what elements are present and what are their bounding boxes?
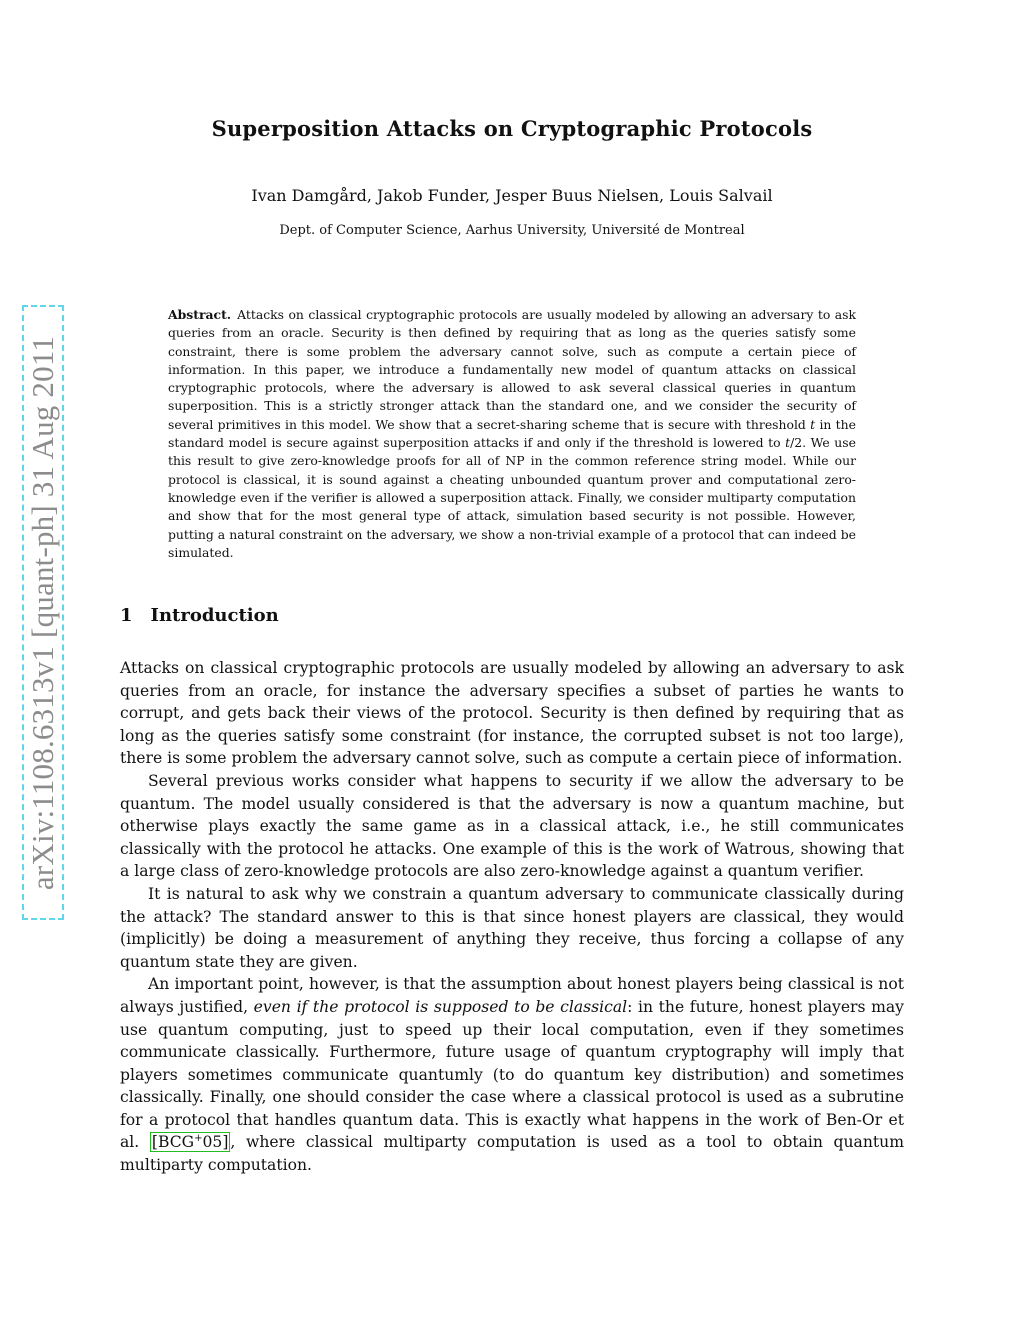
section-heading [120, 605, 279, 626]
paragraph-4-middle: : in the future, honest players may use quantum computing, just to speed up their local computation, even if they sometimes communicate classically. Furthermore, future usage of quantum cryptography will imply that players sometimes communicate quantumly (to do quantum key distribution) and sometimes classically. Finally, one should consider the case where a classical protocol is used as a subrutine for a protocol that handles quantum data. This is exactly what happens in the work of Ben-Or et al. [120, 997, 904, 1152]
paper-affiliation: Dept. of Computer Science, Aarhus University, Université de Montreal [279, 223, 745, 238]
abstract-text-part-3: . We use this result to give zero-knowledge proofs for all of NP in the common reference string model. While our protocol is classical, it is sound against a cheating unbounded quantum prover and computational zero-knowledge even if the verifier is allowed a superposition attack. Finally, we consider multiparty computation and show that for the most general type of attack, simulation based security is not possible. However, putting a natural constraint on the adversary, we show a non-trivial example of a protocol that can indeed be simulated. [168, 435, 856, 560]
body-text [120, 657, 904, 1177]
paragraph-3: It is natural to ask why we constrain a quantum adversary to communicate classically during the attack? The standard answer to this is that since honest players are classical, they would (implicitly) be doing a measurement of anything they receive, thus forcing a collapse of any quantum state they are given. [120, 884, 904, 971]
paragraph-4-emphasis: even if the protocol is supposed to be classical [253, 997, 628, 1016]
citation-superscript: + [194, 1133, 203, 1145]
section-title: Introduction [150, 605, 279, 626]
citation-prefix: [BCG [151, 1133, 195, 1152]
citation-suffix: 05] [202, 1133, 229, 1152]
math-var-t: t [810, 416, 816, 432]
paragraph-4-start: An important point, however, is that the assumption about honest players being classical is not always justified, [120, 975, 904, 1016]
paragraph-4 [120, 973, 904, 1176]
arxiv-identifier-stamp [22, 305, 64, 920]
math-var-t-half: t [785, 435, 791, 451]
abstract-text-part-1: Attacks on classical cryptographic protocols are usually modeled by allowing an adversary to ask queries from an oracle. Security is then defined by requiring that as long as the queries satisfy some constraint, there is some problem the adversary cannot solve, such as compute a certain piece of information. In this paper, we introduce a fundamentally new model of quantum attacks on classical cryptographic protocols, where the adversary is allowed to ask several classical queries in quantum superposition. This is a strictly stronger attack than the standard one, and we consider the security of several primitives in this model. We show that a secret-sharing scheme that is secure with threshold [168, 307, 856, 432]
math-half-suffix: /2 [790, 435, 803, 451]
section-number: 1 [120, 605, 133, 626]
arxiv-identifier-text: arXiv:1108.6313v1 [quant-ph] 31 Aug 2011 [25, 335, 60, 890]
paragraph-2: Several previous works consider what happens to security if we allow the adversary to be quantum. The model usually considered is that the adversary is now a quantum machine, but otherwise plays exactly the same game as in a classical attack, i.e., he still communicates classically with the protocol he attacks. One example of this is the work of Watrous, showing that a large class of zero-knowledge protocols are also zero-knowledge against a quantum verifier. [120, 771, 904, 881]
abstract [168, 306, 856, 562]
citation-link-bcg05[interactable] [150, 1132, 231, 1152]
paper-title: Superposition Attacks on Cryptographic Protocols [211, 116, 813, 141]
paper-authors: Ivan Damgård, Jakob Funder, Jesper Buus Nielsen, Louis Salvail [251, 186, 773, 205]
paragraph-4-end: , where classical multiparty computation is used as a tool to obtain quantum multiparty computation. [120, 1133, 904, 1175]
paragraph-1: Attacks on classical cryptographic protocols are usually modeled by allowing an adversary to ask queries from an oracle, for instance the adversary specifies a subset of parties he wants to corrupt, and gets back their views of the protocol. Security is then defined by requiring that as long as the queries satisfy some constraint (for instance, the corrupted subset is not too large), there is some problem the adversary cannot solve, such as compute a certain piece of information. [120, 659, 904, 768]
abstract-label: Abstract. [168, 307, 232, 322]
abstract-text-part-2: in the standard model is secure against superposition attacks if and only if the threshold is lowered to [168, 416, 856, 451]
